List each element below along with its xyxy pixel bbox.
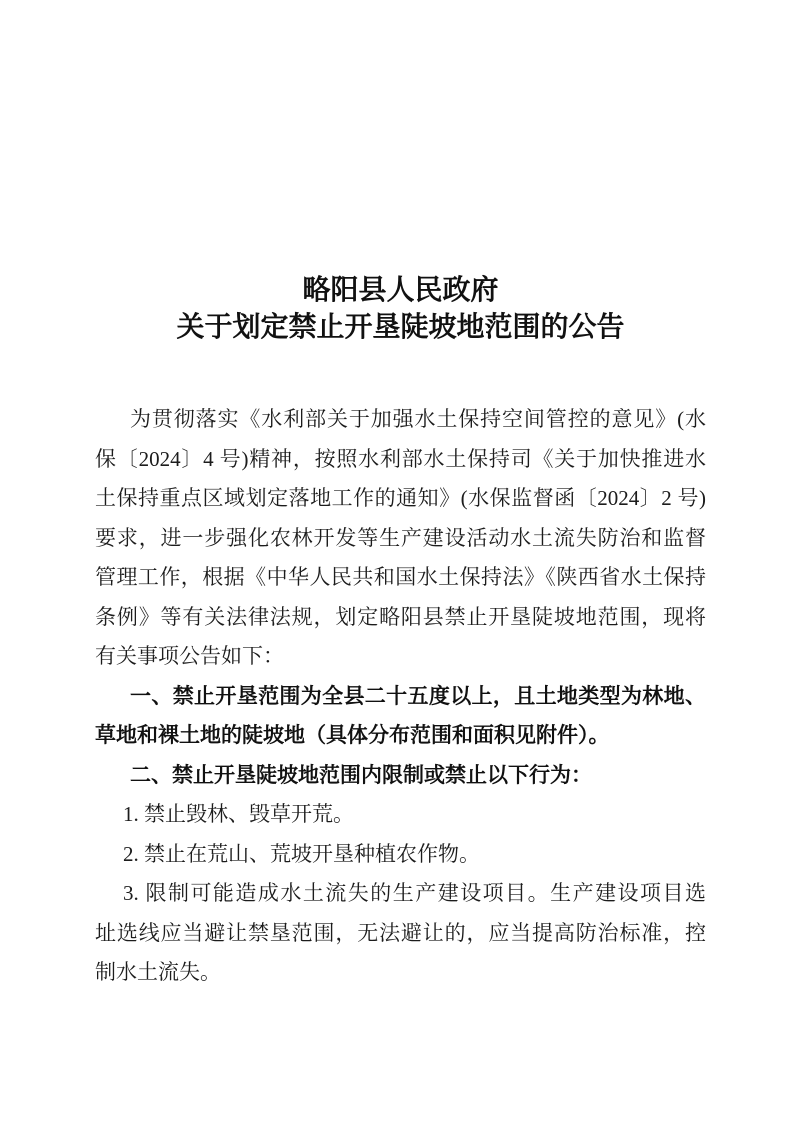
body-line-2: 保〔2024〕4 号)精神，按照水利部水土保持司《关于加快推进水: [95, 446, 706, 471]
body-line-13-item-3: 3. 限制可能造成水土流失的生产建设项目。生产建设项目选: [123, 881, 706, 905]
body-line-10-section-2: 二、禁止开垦陡坡地范围内限制或禁止以下行为：: [130, 763, 592, 787]
body-line-3: 土保持重点区域划定落地工作的通知》(水保监督函〔2024〕2 号): [95, 486, 706, 510]
body-line-12-item-2: 2. 禁止在荒山、荒坡开垦种植农作物。: [123, 841, 480, 866]
title-line-2: 关于划定禁止开垦陡坡地范围的公告: [176, 312, 625, 343]
title-line-1: 略阳县人民政府: [302, 275, 499, 306]
body-line-4: 要求，进一步强化农林开发等生产建设活动水土流失防治和监督: [95, 525, 706, 550]
body-line-11-item-1: 1. 禁止毁林、毁草开荒。: [123, 802, 354, 826]
body-line-6: 条例》等有关法律法规，划定略阳县禁止开垦陡坡地范围，现将: [95, 604, 706, 629]
body-line-8-section-1: 一、禁止开垦范围为全县二十五度以上，且土地类型为林地、: [130, 684, 706, 708]
body-line-15-item-3: 制水土流失。: [95, 960, 221, 984]
body-line-1: 为贯彻落实《水利部关于加强水土保持空间管控的意见》(水: [130, 407, 706, 431]
body-line-7: 有关事项公告如下：: [95, 644, 284, 668]
body-line-9-section-1: 草地和裸土地的陡坡地（具体分布范围和面积见附件）。: [95, 724, 610, 747]
body-line-5: 管理工作，根据《中华人民共和国水土保持法》《陕西省水土保持: [95, 565, 706, 589]
body-line-14-item-3: 址选线应当避让禁垦范围，无法避让的，应当提高防治标准，控: [95, 920, 706, 945]
document-title: [95, 272, 706, 346]
document-body: [95, 400, 706, 993]
